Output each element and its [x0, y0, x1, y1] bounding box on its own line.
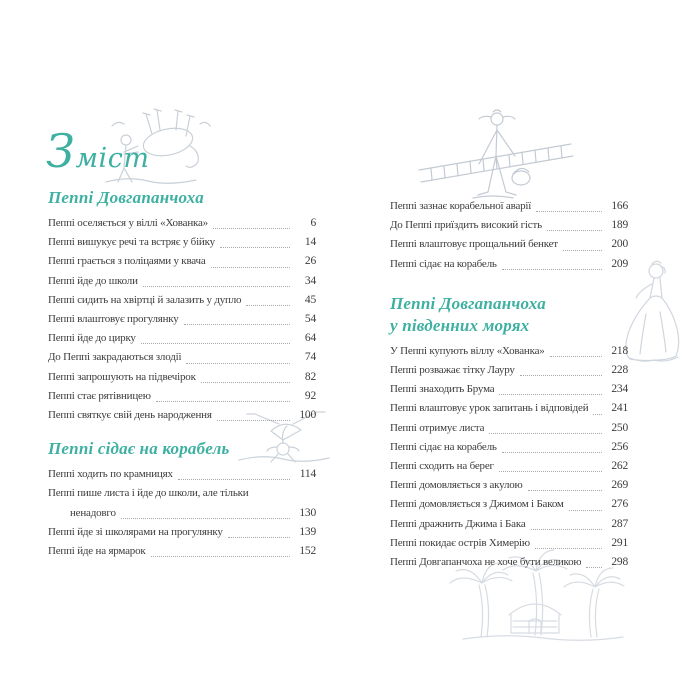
toc-entry [390, 534, 628, 553]
dotted-leader [151, 555, 290, 557]
toc-entry-row [390, 342, 628, 361]
toc-entry-row [390, 515, 628, 534]
toc-entry [48, 329, 316, 348]
dotted-leader [217, 419, 290, 421]
toc-entry [48, 542, 316, 561]
toc-entry-title: Пеппі зазнає корабельної аварії [390, 200, 532, 212]
section-heading-line: Пеппі Довгапанчоха [48, 188, 204, 207]
dotted-leader [228, 536, 290, 538]
toc-entry [390, 438, 628, 457]
toc-entry-page-number: 276 [611, 498, 628, 511]
toc-entry-page-number: 262 [611, 460, 628, 473]
pippi-carrying-ladder-sketch-icon [413, 106, 578, 206]
toc-entry-title: Пеппі вишукує речі та встряє у бійку [48, 236, 215, 249]
toc-entry-page-number: 209 [611, 257, 628, 270]
dotted-leader [536, 210, 602, 212]
toc-entry-page-number: 6 [310, 217, 316, 229]
toc-entry-list [390, 342, 628, 572]
toc-entry-title: Пеппі сідає на корабель [390, 257, 497, 270]
dotted-leader [143, 285, 290, 287]
toc-entry [48, 368, 316, 387]
toc-entry-row [48, 523, 316, 542]
section-heading-line: у південних морях [390, 315, 530, 335]
toc-entry-title: Пеппі сходить на берег [390, 460, 494, 473]
toc-entry [48, 272, 316, 291]
toc-entry-row [48, 406, 316, 425]
dotted-leader [502, 268, 602, 270]
dotted-leader [213, 227, 290, 229]
toc-entry-title: Пеппі стає рятівницею [48, 389, 151, 402]
toc-entry-row [390, 438, 628, 457]
toc-entry-row [390, 495, 628, 514]
toc-entry [48, 310, 316, 329]
toc-entry-title: Пеппі сидить на хвіртці й залазить у дупло [48, 293, 242, 306]
toc-entry-title: Пеппі пише листа і йде до школи, але тільки [48, 487, 249, 500]
toc-entry-title: Пеппі домовляється з Джимом і Баком [390, 498, 564, 511]
toc-entry [48, 484, 316, 522]
toc-entry [48, 233, 316, 252]
toc-entry-title: Пеппі Довгапанчоха не хоче бути великою [390, 556, 582, 569]
toc-entry-row [48, 465, 316, 484]
dotted-leader [156, 400, 290, 402]
toc-entry-row [48, 542, 316, 561]
dotted-leader [178, 478, 290, 480]
toc-entry-page-number: 152 [299, 545, 316, 558]
toc-entry [390, 235, 628, 254]
dotted-leader [246, 304, 290, 306]
toc-entry-title: Пеппі ходить по крамницях [48, 468, 173, 481]
toc-entry-title: Пеппі дражнить Джима і Бака [390, 517, 526, 530]
toc-entry [48, 387, 316, 406]
toc-entry [390, 342, 628, 361]
toc-entry-row [48, 291, 316, 310]
toc-entry-page-number: 287 [611, 517, 628, 530]
toc-entry-page-number: 74 [304, 351, 316, 364]
toc-entry-title: Пеппі знаходить Брума [390, 383, 495, 396]
dotted-leader [499, 393, 602, 395]
toc-entry-list [48, 214, 316, 425]
toc-entry-page-number: 234 [611, 383, 628, 396]
dotted-leader [550, 355, 602, 357]
toc-entry-title: Пеппі влаштовує прогулянку [48, 313, 179, 326]
toc-entry-title: Пеппі святкує свій день народження [48, 409, 212, 422]
dotted-leader [499, 470, 602, 472]
toc-entry-page-number: 54 [304, 313, 316, 326]
toc-entry-row [390, 553, 628, 572]
dotted-leader [563, 249, 602, 251]
toc-entry-row [390, 235, 628, 254]
section-heading [390, 293, 628, 337]
section-heading [48, 187, 316, 209]
section-heading [48, 438, 316, 460]
toc-entry-title: До Пеппі приїздить високий гість [390, 219, 542, 232]
toc-entry-title: Пеппі йде до школи [48, 274, 138, 287]
toc-entry-page-number: 250 [611, 421, 628, 434]
dotted-leader [141, 342, 290, 344]
toc-entry-row [48, 329, 316, 348]
toc-entry-page-number: 130 [299, 506, 316, 519]
toc-entry-row [390, 476, 628, 495]
toc-entry [390, 553, 628, 572]
section-heading-line: Пеппі сідає на корабель [48, 439, 230, 459]
toc-entry-row [390, 361, 628, 380]
toc-entry-page-number: 139 [299, 525, 316, 538]
dotted-leader [535, 547, 602, 549]
toc-entry-title: Пеппі влаштовує урок запитань і відповідей [390, 402, 589, 415]
toc-entry-row [390, 399, 628, 418]
toc-entry-row [390, 255, 628, 274]
toc-entry-page-number: 256 [611, 440, 628, 453]
toc-entry-page-number: 200 [611, 238, 628, 251]
toc-entry-title: Пеппі йде до цирку [48, 332, 136, 345]
toc-entry-row [48, 233, 316, 252]
toc-entry-row [390, 197, 628, 216]
toc-entry-row [48, 214, 316, 233]
toc-entry-page-number: 45 [304, 293, 316, 306]
toc-entry-title: До Пеппі закрадаються злодії [48, 351, 182, 364]
toc-entry [48, 291, 316, 310]
toc-entry-title: Пеппі оселяється у віллі «Хованка» [48, 217, 208, 229]
toc-entry-page-number: 26 [304, 255, 316, 268]
toc-entry [390, 476, 628, 495]
toc-entry-page-number: 34 [304, 274, 316, 287]
toc-entry-page-number: 14 [304, 236, 316, 249]
toc-entry [390, 495, 628, 514]
toc-entry-row [48, 310, 316, 329]
toc-entry-page-number: 298 [611, 556, 628, 569]
dotted-leader [184, 323, 290, 325]
page-title [46, 124, 150, 178]
toc-entry-row [390, 457, 628, 476]
toc-entry [390, 399, 628, 418]
dotted-leader [569, 509, 602, 511]
dotted-leader [220, 246, 290, 248]
toc-entry-page-number: 166 [611, 200, 628, 212]
toc-entry-row [390, 216, 628, 235]
toc-entry-row [390, 534, 628, 553]
toc-entry [390, 380, 628, 399]
toc-entry [390, 361, 628, 380]
toc-entry-title: Пеппі домовляється з акулою [390, 479, 523, 492]
toc-entry-row [48, 504, 316, 523]
toc-entry-row [390, 419, 628, 438]
toc-entry-page-number: 82 [304, 370, 316, 383]
dotted-leader [593, 413, 602, 415]
toc-entry-title: Пеппі отримує листа [390, 421, 485, 434]
toc-entry-row [48, 368, 316, 387]
toc-entry-page-number: 189 [611, 219, 628, 232]
toc-entry-page-number: 100 [299, 409, 316, 422]
title-initial-letter: З [46, 124, 75, 178]
toc-entry-title: Пеппі розважає тітку Лауру [390, 364, 515, 377]
toc-entry-row [48, 272, 316, 291]
dotted-leader [520, 374, 602, 376]
toc-entry-list [48, 465, 316, 561]
toc-entry-title: Пеппі йде зі школярами на прогулянку [48, 525, 223, 538]
dotted-leader [211, 266, 290, 268]
toc-entry-page-number: 241 [611, 402, 628, 415]
toc-entry [48, 348, 316, 367]
dotted-leader [531, 528, 602, 530]
toc-entry-title: Пеппі влаштовує прощальний бенкет [390, 238, 558, 251]
toc-column-left [48, 187, 316, 561]
toc-entry-row [48, 387, 316, 406]
toc-entry [48, 523, 316, 542]
dotted-leader [502, 451, 602, 453]
toc-entry-title: Пеппі запрошують на підвечірок [48, 370, 196, 383]
toc-entry-page-number: 92 [304, 389, 316, 402]
dotted-leader [186, 362, 290, 364]
toc-entry-list [390, 197, 628, 274]
toc-column-right [390, 197, 628, 572]
toc-entry [48, 252, 316, 271]
dotted-leader [528, 489, 602, 491]
toc-entry [390, 216, 628, 235]
toc-entry [390, 255, 628, 274]
toc-entry-row [48, 252, 316, 271]
toc-entry-title: Пеппі покидає острів Химерію [390, 536, 530, 549]
toc-entry-row [390, 380, 628, 399]
toc-entry-page-number: 218 [611, 344, 628, 357]
toc-entry [48, 465, 316, 484]
toc-entry-title: Пеппі сідає на корабель [390, 440, 497, 453]
dotted-leader [586, 566, 602, 568]
toc-entry-page-number: 269 [611, 479, 628, 492]
toc-entry [390, 515, 628, 534]
toc-entry [48, 406, 316, 425]
toc-entry [48, 214, 316, 233]
toc-entry-title: ненадовго [70, 506, 116, 519]
toc-entry [390, 419, 628, 438]
title-rest: міст [75, 143, 150, 174]
toc-entry [390, 457, 628, 476]
section-heading-line: Пеппі Довгапанчоха [390, 293, 546, 313]
toc-entry-page-number: 114 [299, 468, 316, 481]
toc-entry-page-number: 291 [611, 536, 628, 549]
dotted-leader [121, 517, 290, 519]
toc-entry-title: У Пеппі купують віллу «Хованка» [390, 344, 545, 357]
toc-entry-title: Пеппі йде на ярмарок [48, 545, 146, 558]
dotted-leader [547, 229, 602, 231]
toc-entry-title: Пеппі грається з поліцаями у квача [48, 255, 206, 268]
toc-entry-page-number: 228 [611, 364, 628, 377]
toc-entry-page-number: 64 [304, 332, 316, 345]
toc-entry-row [48, 348, 316, 367]
dotted-leader [489, 432, 602, 434]
dotted-leader [201, 381, 290, 383]
toc-entry [390, 197, 628, 216]
